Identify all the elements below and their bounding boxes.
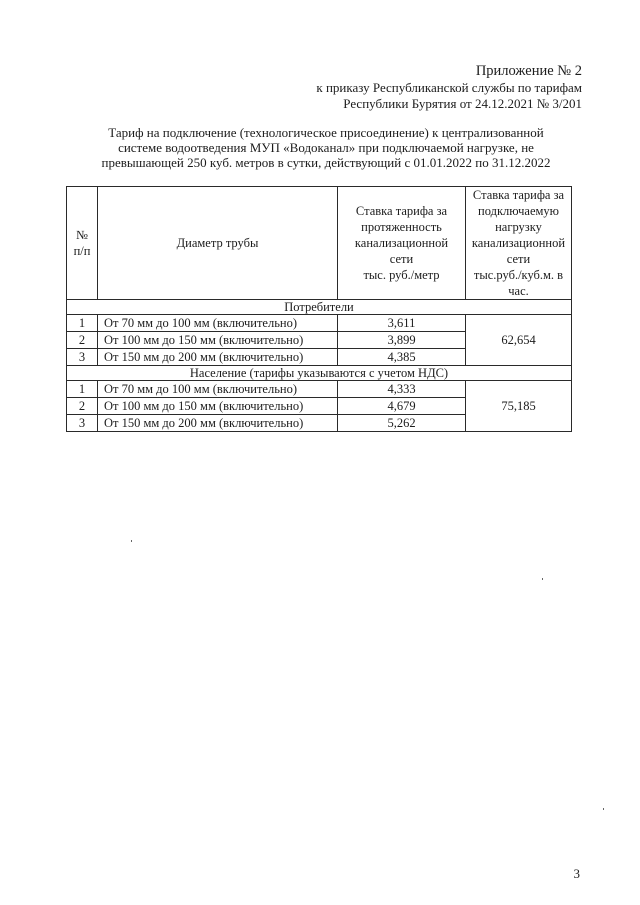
order-reference: к приказу Республиканской службы по тарифам bbox=[316, 80, 582, 95]
document-header bbox=[316, 62, 582, 112]
row-num: 1 bbox=[67, 315, 98, 332]
order-date: Республики Бурятия от 24.12.2021 № 3/201 bbox=[343, 96, 582, 111]
row-rate: 4,679 bbox=[338, 398, 466, 415]
row-rate: 3,899 bbox=[338, 332, 466, 349]
group-title: Потребители bbox=[67, 300, 572, 315]
scan-speck bbox=[131, 540, 132, 542]
row-num: 3 bbox=[67, 349, 98, 366]
row-diameter: От 150 мм до 200 мм (включительно) bbox=[98, 415, 338, 432]
group-header-consumers bbox=[67, 300, 572, 315]
row-rate: 4,333 bbox=[338, 381, 466, 398]
load-rate-cell: 62,654 bbox=[466, 315, 572, 366]
row-diameter: От 150 мм до 200 мм (включительно) bbox=[98, 349, 338, 366]
row-num: 2 bbox=[67, 398, 98, 415]
table-row bbox=[67, 315, 572, 332]
row-diameter: От 100 мм до 150 мм (включительно) bbox=[98, 398, 338, 415]
header-num: № п/п bbox=[67, 187, 98, 300]
row-num: 3 bbox=[67, 415, 98, 432]
header-rate-length: Ставка тарифа за протяженность канализационной сети тыс. руб./метр bbox=[338, 187, 466, 300]
row-num: 1 bbox=[67, 381, 98, 398]
row-diameter: От 70 мм до 100 мм (включительно) bbox=[98, 315, 338, 332]
document-title bbox=[80, 125, 572, 170]
row-num: 2 bbox=[67, 332, 98, 349]
row-diameter: От 70 мм до 100 мм (включительно) bbox=[98, 381, 338, 398]
table-header-row bbox=[67, 187, 572, 300]
row-diameter: От 100 мм до 150 мм (включительно) bbox=[98, 332, 338, 349]
header-rate-load: Ставка тарифа за подключаемую нагрузку канализационной сети тыс.руб./куб.м. в час. bbox=[466, 187, 572, 300]
group-title: Население (тарифы указываются с учетом НДС) bbox=[67, 366, 572, 381]
row-rate: 4,385 bbox=[338, 349, 466, 366]
row-rate: 5,262 bbox=[338, 415, 466, 432]
scan-speck bbox=[542, 578, 543, 580]
page-number: 3 bbox=[573, 866, 580, 881]
load-rate-cell: 75,185 bbox=[466, 381, 572, 432]
title-line-3: превышающей 250 куб. метров в сутки, действующий с 01.01.2022 по 31.12.2022 bbox=[101, 155, 551, 170]
appendix-number: Приложение № 2 bbox=[475, 63, 582, 79]
title-line-1: Тариф на подключение (технологическое присоединение) к централизованной bbox=[108, 125, 544, 140]
row-rate: 3,611 bbox=[338, 315, 466, 332]
scan-speck bbox=[603, 808, 604, 810]
title-line-2: системе водоотведения МУП «Водоканал» при подключаемой нагрузке, не bbox=[118, 140, 534, 155]
header-diameter: Диаметр трубы bbox=[98, 187, 338, 300]
table-row bbox=[67, 381, 572, 398]
tariff-table bbox=[66, 186, 572, 432]
group-header-population bbox=[67, 366, 572, 381]
